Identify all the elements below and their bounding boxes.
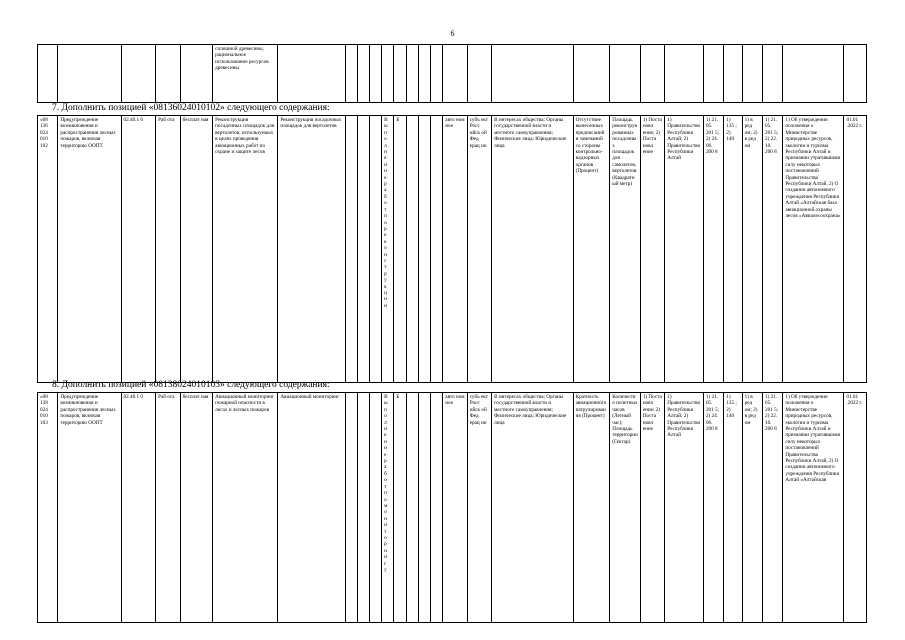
cell-result: Авиационный мониторинг [278,393,345,623]
cell-numbers: 1) 135 ; 2) 140 [724,116,742,383]
section-8-heading: 8. Дополнить позицией «08138024010103» следующего содержания: [52,380,330,390]
cell-subject: субъ ект Росс ийск ой Фед ерац ии [467,393,491,623]
cell-result: Реконструкция посадочных площадок для вертолетов [278,116,345,383]
cell-quality: Отсутствие вынесенных предписаний и замечаний со стороны контрольно-надзорных органов (Процент) [573,116,610,383]
cell-dates-2: 1) 21. 05. 201 5; 2) 22. 10. 200 8 [762,393,782,623]
cell-dates: 1) 21. 05. 201 5; 2) 24. 06. 200 8 [703,393,723,623]
cell-okved: 02.40.1 0 [121,393,156,623]
cell-content: Реконструкция посадочных площадок для вертолетов, используемых в целях проведения авиационных работ по охране и защите лесов [213,116,278,383]
cell-kind: Раб ота [156,116,180,383]
cell-authority: 1) Правительство Республики Алтай; 2) Правительство Республики Алтай [665,393,704,623]
cell-kind: Раб ота [156,393,180,623]
cell-okved: 02.40.1 0 [121,116,156,383]
cell-start-date: 01.01 .2022 г. [844,393,867,623]
cell-numbers: 1) 135 ; 2) 140 [724,393,742,623]
cell-content-prev: сплошной древесины, рациональное использование ресурсов древесины [213,45,278,103]
page-number: 6 [450,29,455,38]
cell-names: 1) в ред ом; 2) в ред ом [742,116,762,383]
previous-table-fragment [37,44,867,103]
cell-volume: Количество полетных часов (Летный час); Площадь территории (Гектар) [610,393,641,623]
cell-consumers: В интересах общества; Органы государственной власти и местного самоуправления; Физические лица; Юридические лица [492,393,573,623]
cell-start-date: 01.01 .2022 г. [844,116,867,383]
cell-code: «08 136 024 010 102 [38,116,58,383]
section-7-heading: 7. Дополнить позицией «08136024010102» следующего содержания: [52,103,330,113]
cell-names: 1) в ред ом; 2) в ред ом [742,393,762,623]
cell-pay: бесплат ная [180,116,213,383]
cell-quality: Кратность авиационного патрулирования (Процент) [573,393,610,623]
cell-volume: Площадь реконструированных посадочных площадок для самолетов, вертолетов (Квадратный метр) [610,116,641,383]
cell-reasons: 1) Поста новл ение; 2) Поста новл ение [640,393,664,623]
cell-content: Авиационный мониторинг пожарной опасности в лесах и лесных пожаров [213,393,278,623]
cell-authority: 1) Правительство Республики Алтай; 2) Правительство Республики Алтай [665,116,704,383]
cell-subject: субъ ект Росс ийск ой Фед ерац ии [467,116,491,383]
cell-form: авто ном ное [443,393,467,623]
cell-dates: 1) 21. 05. 201 5; 2) 24. 06. 200 8 [703,116,723,383]
cell-vertical-letter: Б [396,394,400,400]
cell-title: Предупреждение возникновения и распространения лесных пожаров, включая территорию ООПТ [58,393,121,623]
cell-vertical-text: Выполнение работ по реконструкции [384,117,388,309]
cell-vertical-text: Выполнение работ по мониторингу [384,394,388,573]
cell-pay: бесплат ная [180,393,213,623]
cell-title: Предупреждение возникновения и распространения лесных пожаров, включая территорию ООПТ [58,116,121,383]
cell-vertical-letter: Б [396,117,400,123]
cell-reasons: 1) Поста новл ение; 2) Поста новл ение [640,116,664,383]
cell-consumers: В интересах общества; Органы государственной власти и местного самоуправления; Физические лица; Юридические лица [492,116,573,383]
cell-code: «08 138 024 010 103 [38,393,58,623]
cell-form: авто ном ное [443,116,467,383]
cell-documents: 1) Об утверждении положения о Министерстве природных ресурсов, экологии и туризма Республики Алтай и признании утратившими силу некоторых постановлений Правительства Республики Алтай, 2) О создании автономного учреждения Республики Алтай «Алтайская [783,393,844,623]
section-8-table [37,392,867,623]
cell-dates-2: 1) 21. 05. 201 5; 2) 22. 10. 200 8 [762,116,782,383]
section-7-table [37,115,867,383]
cell-documents: 1) Об утверждении положения о Министерстве природных ресурсов, экологии и туризма Республики Алтай и признании утратившими силу некоторых постановлений Правительства Республики Алтай, 2) О создании автономного учреждения Республики Алтай «Алтайская база авиационной охраны лесов «Авиалесоохрана» [783,116,844,383]
